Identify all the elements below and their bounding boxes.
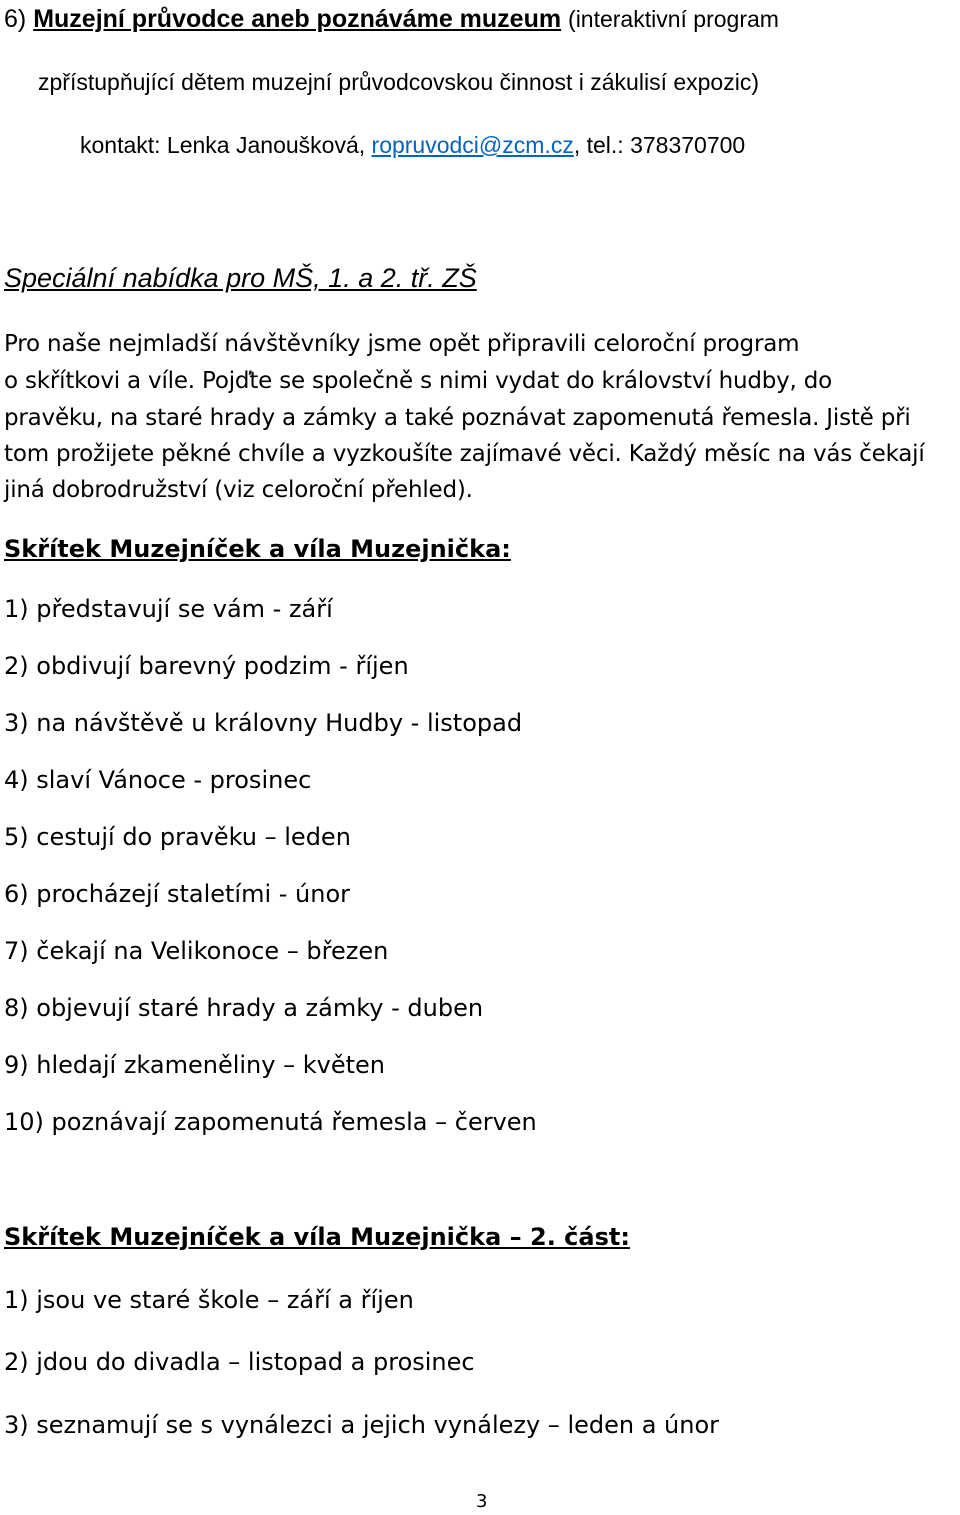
- part1-item: 6) procházejí staletími - únor: [4, 880, 351, 908]
- part1-item: 10) poznávají zapomenutá řemesla – červen: [4, 1108, 537, 1136]
- special-paragraph-line-5: jiná dobrodružství (viz celoroční přehled).: [4, 477, 473, 503]
- special-paragraph-line-1: Pro naše nejmladší návštěvníky jsme opět připravili celoroční program: [4, 331, 800, 357]
- part1-item: 9) hledají zkameněliny – květen: [4, 1051, 385, 1079]
- program-number: 6): [4, 5, 27, 33]
- part2-item: 3) seznamují se s vynálezci a jejich vynálezy – leden a únor: [4, 1411, 720, 1439]
- part1-item: 2) obdivují barevný podzim - říjen: [4, 652, 409, 680]
- special-paragraph-line-4: tom prožijete pěkné chvíle a vyzkoušíte zajímavé věci. Každý měsíc na vás čekají: [4, 441, 925, 467]
- part1-item: 4) slaví Vánoce - prosinec: [4, 766, 312, 794]
- special-paragraph-line-2: o skřítkovi a víle. Pojďte se společně s nimi vydat do království hudby, do: [4, 368, 833, 394]
- program-desc-line2: zpřístupňující dětem muzejní průvodcovskou činnost i zákulisí expozic): [38, 69, 759, 95]
- part1-item: 5) cestují do pravěku – leden: [4, 823, 351, 851]
- part1-item: 7) čekají na Velikonoce – březen: [4, 937, 389, 965]
- special-heading: Speciální nabídka pro MŠ, 1. a 2. tř. ZŠ: [4, 263, 477, 293]
- program-contact: [80, 129, 745, 161]
- part1-item: 8) objevují staré hrady a zámky - duben: [4, 994, 484, 1022]
- contact-prefix: kontakt: Lenka Janoušková,: [80, 132, 366, 158]
- program-header: [4, 3, 779, 35]
- part1-item: 3) na návštěvě u královny Hudby - listopad: [4, 709, 523, 737]
- part2-item: 1) jsou ve staré škole – září a říjen: [4, 1286, 414, 1314]
- contact-email-link[interactable]: ropruvodci@zcm.cz: [371, 132, 574, 158]
- part1-heading: Skřítek Muzejníček a víla Muzejnička:: [4, 535, 511, 563]
- page-number: 3: [476, 1491, 488, 1512]
- special-paragraph-line-3: pravěku, na staré hrady a zámky a také poznávat zapomenutá řemesla. Jistě při: [4, 405, 911, 431]
- part2-item: 2) jdou do divadla – listopad a prosinec: [4, 1348, 475, 1376]
- part2-heading: Skřítek Muzejníček a víla Muzejnička – 2. část:: [4, 1223, 630, 1251]
- program-title: Muzejní průvodce aneb poznáváme muzeum: [33, 5, 562, 33]
- part1-item: 1) představují se vám - září: [4, 595, 333, 623]
- program-desc-line1: (interaktivní program: [568, 6, 779, 32]
- contact-suffix: , tel.: 378370700: [573, 132, 746, 158]
